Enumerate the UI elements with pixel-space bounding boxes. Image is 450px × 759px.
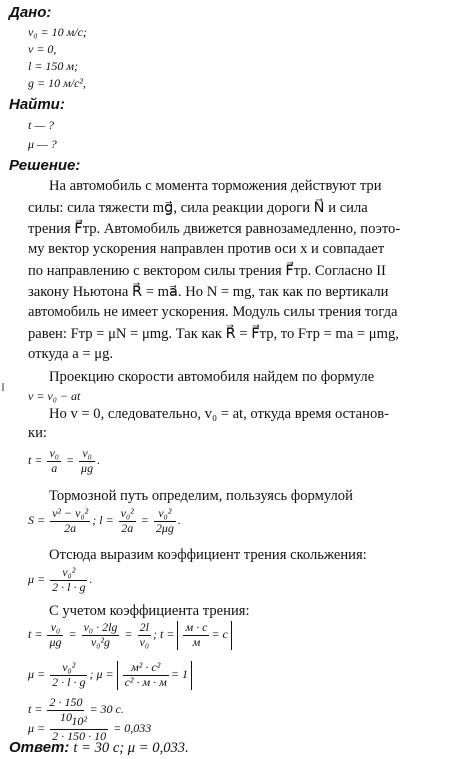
formula-mu: μ = $\frac{\text{v₀²}}{2 \cdot l \cdot g}$ . [28, 565, 93, 594]
paragraph-line: ки: [28, 425, 47, 441]
paragraph-line: С учетом коэффициента трения: [49, 603, 250, 619]
paragraph-line: автомобиль не имеет ускорения. Модуль силы трения тогда [28, 304, 398, 320]
margin-mark [2, 383, 4, 391]
paragraph-line: равен: Fтр = μN = μmg. Так как R⃗ = F⃗тр, то Fтр = ma = μmg, [28, 326, 399, 342]
given-heading: Дано: [9, 4, 52, 21]
given-line: g = 10 м/с², [28, 76, 87, 90]
find-heading: Найти: [9, 96, 65, 113]
paragraph-line: откуда a = μg. [28, 346, 114, 362]
given-line: v₀ = 10 м/с; [28, 25, 87, 39]
answer-text: t = 30 с; μ = 0,033. [73, 740, 189, 756]
formula-t: t = $\frac{\text{v₀}}{a}$ = $\frac{\text{v₀}}{\mu g}$ . [28, 446, 101, 475]
paragraph-line: Отсюда выразим коэффициент трения скольжения: [49, 547, 367, 563]
paragraph-line: Но v = 0, следовательно, v₀ = at, откуда время останов- [49, 406, 389, 422]
formula-mu2: μ = $\frac{\text{v₀²}}{2 \cdot l \cdot g}$ ; μ = $\frac{\text{м² · с²}}{\text{с² · м · м}}$ = 1 [28, 661, 192, 690]
formula-mu3: μ = $\frac{\text{10²}}{2 \cdot 150 \cdot 10}$ = 0,033 [28, 714, 152, 743]
paragraph-line: силы: сила тяжести mg⃗, сила реакции дороги N⃗ и сила [28, 200, 368, 216]
formula-t2: t = $\frac{\text{v₀}}{\mu g}$ = $\frac{\text{v₀ · 2lg}}{\text{v₀²g}}$ = $\frac{2l}{\text{v₀}}$ ; t = $\frac{м \cdot с}{м}$ = c [28, 621, 232, 650]
paragraph-line: Проекцию скорости автомобиля найдем по формуле [49, 369, 375, 385]
given-line: l = 150 м; [28, 59, 79, 73]
given-line: v = 0, [28, 42, 57, 56]
find-line: μ — ? [28, 137, 57, 151]
paragraph-line: Тормозной путь определим, пользуясь формулой [49, 488, 353, 504]
formula-v: v = v₀ − at [28, 389, 81, 403]
solution-heading: Решение: [9, 157, 81, 174]
formula-s: S = $\frac{\text{v² − v₀²}}{2a}$ ; l = $\frac{\text{v₀²}}{2a}$ = $\frac{\text{v₀²}}{2\mu g}$ . [28, 506, 181, 535]
paragraph-line: закону Ньютона R⃗ = ma⃗. Но N = mg, так как по вертикали [28, 284, 389, 300]
paragraph-line: трения F⃗тр. Автомобиль движется равнозамедленно, поэто- [28, 221, 401, 237]
formula-t3: t = $\frac{2 \cdot 150}{10}$ = 30 с. [28, 695, 124, 724]
answer-label: Ответ: [9, 739, 70, 756]
answer-line [9, 739, 189, 757]
paragraph-line: му вектор ускорения направлен против оси x и совпадает [28, 241, 385, 257]
paragraph-line: На автомобиль с момента торможения действуют три [49, 178, 382, 194]
find-line: t — ? [28, 118, 55, 132]
paragraph-line: по направлению с вектором силы трения F⃗тр. Согласно II [28, 263, 386, 279]
